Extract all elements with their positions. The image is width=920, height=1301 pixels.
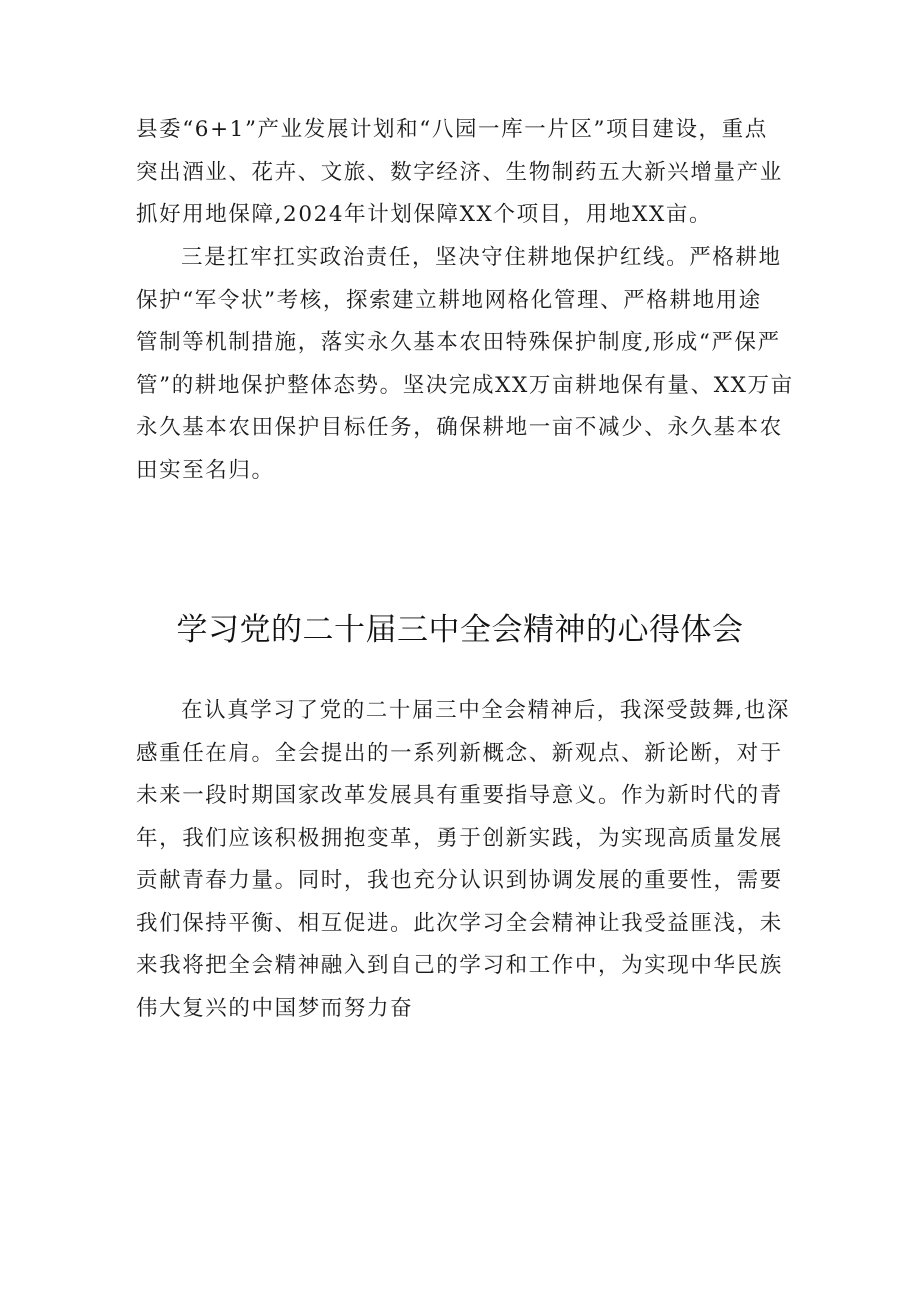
text-line: 三是扛牢扛实政治责任，坚决守住耕地保护红线。严格耕地 <box>181 245 782 270</box>
text-line: 抓好用地保障,2024年计划保障XX个项目，用地XX亩。 <box>136 202 713 227</box>
section-heading: 学习党的二十届三中全会精神的心得体会 <box>176 612 744 648</box>
text-line: 在认真学习了党的二十届三中全会精神后，我深受鼓舞,也深 <box>181 698 791 723</box>
text-line: 管”的耕地保护整体态势。坚决完成XX万亩耕地保有量、XX万亩 <box>136 372 794 398</box>
text-line: 来我将把全会精神融入到自己的学习和工作中，为实现中华民族 <box>136 953 783 978</box>
text-line: 永久基本农田保护目标任务，确保耕地一亩不减少、永久基本农 <box>136 415 783 440</box>
text-line: 保护“军令状”考核，探索建立耕地网格化管理、严格耕地用途 <box>136 287 762 313</box>
text-line: 田实至名归。 <box>136 457 275 483</box>
paragraph-farmland-protection <box>136 237 796 492</box>
text-line: 贡献青春力量。同时，我也充分认识到协调发展的重要性，需要 <box>136 868 783 893</box>
paragraph-land-guarantee <box>136 109 796 237</box>
text-line: 年，我们应该积极拥抱变革，勇于创新实践，为实现高质量发展 <box>136 825 783 851</box>
text-line: 管制等机制措施，落实永久基本农田特殊保护制度,形成“严保严 <box>136 330 781 355</box>
text-line: 突出酒业、花卉、文旅、数字经济、生物制药五大新兴增量产业 <box>136 159 783 185</box>
text-line: 县委“6+1”产业发展计划和“八园一库一片区”项目建设，重点 <box>136 117 768 142</box>
text-line: 我们保持平衡、相互促进。此次学习全会精神让我受益匪浅，未 <box>136 910 783 936</box>
paragraph-study-reflection <box>136 690 796 1030</box>
text-line: 未来一段时期国家改革发展具有重要指导意义。作为新时代的青 <box>136 783 783 808</box>
text-line: 伟大复兴的中国梦而努力奋 <box>136 995 414 1021</box>
text-line: 感重任在肩。全会提出的一系列新概念、新观点、新论断，对于 <box>136 740 783 766</box>
